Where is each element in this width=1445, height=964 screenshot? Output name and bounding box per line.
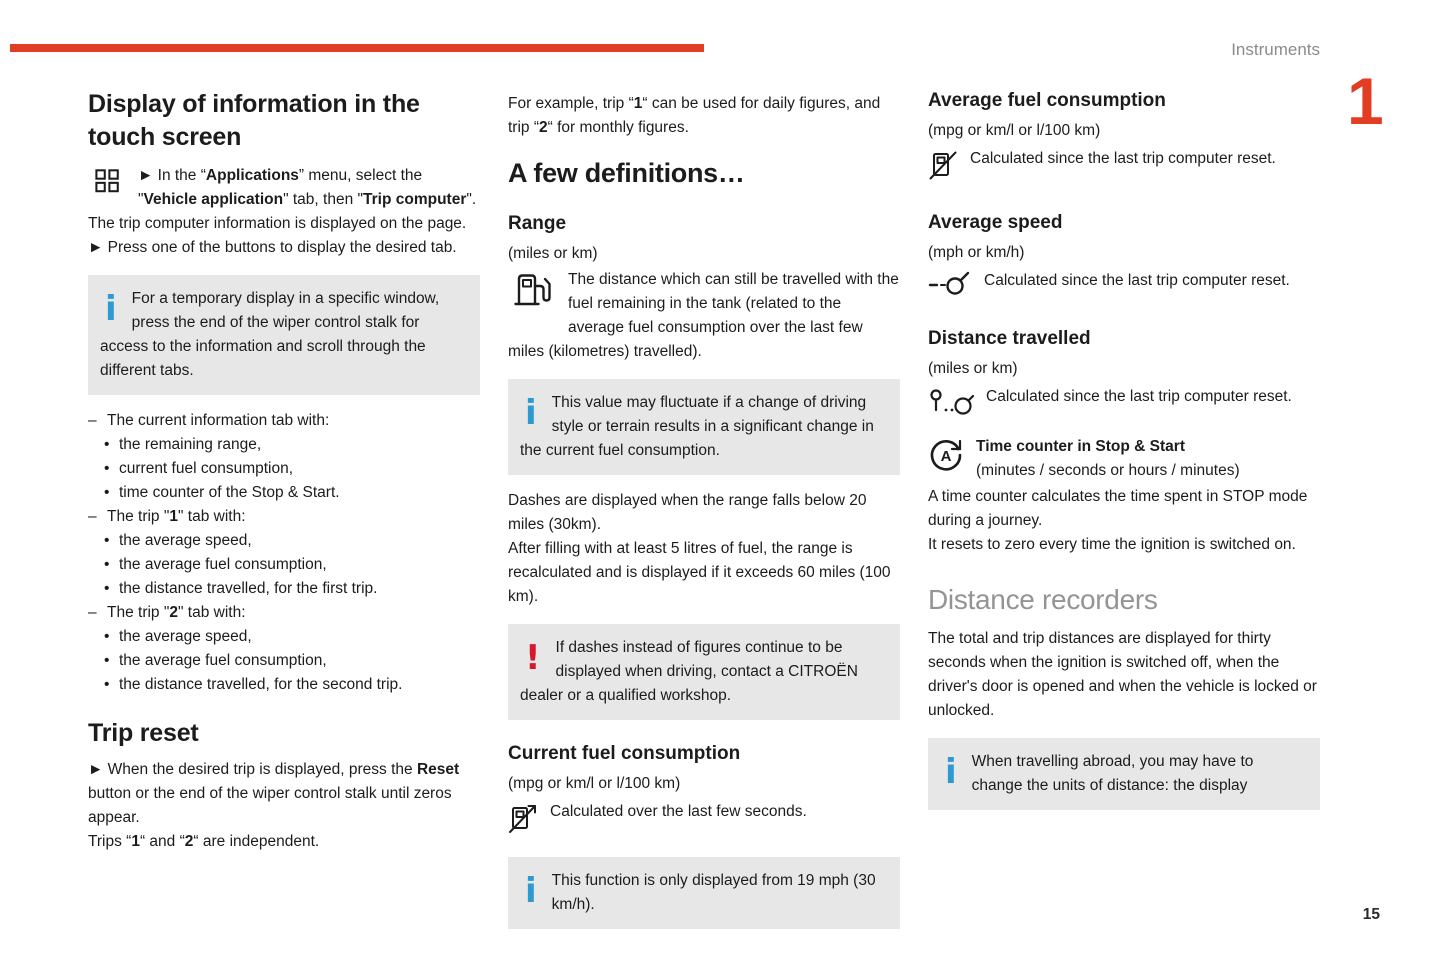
list-subitem	[88, 481, 480, 505]
trip-reset-title: Trip reset	[88, 719, 199, 747]
paragraph: For example, trip “1“ can be used for daily figures, and trip “2“ for monthly figures.	[508, 95, 881, 136]
range-heading: Range	[508, 213, 567, 234]
list-subitem	[88, 673, 480, 697]
stop-start-icon	[928, 437, 964, 481]
stop-start-subtitle: (minutes / seconds or hours / minutes)	[976, 462, 1240, 479]
page-number: 15	[1362, 906, 1380, 923]
list-subitem	[88, 457, 480, 481]
info-box-text: This function is only displayed from 19 mph (30 km/h).	[551, 872, 876, 913]
paragraph: Calculated since the last trip computer reset.	[984, 272, 1290, 289]
stop-start-text	[976, 435, 1240, 483]
list-item	[88, 601, 480, 625]
list-subitem-text: • the distance travelled, for the first trip.	[119, 580, 378, 597]
list-subitem-text: • the remaining range,	[119, 436, 262, 453]
paragraph: ► Press one of the buttons to display the desired tab.	[88, 239, 457, 256]
paragraph: Dashes are displayed when the range falls below 20 miles (30km).	[508, 492, 867, 533]
list-subitem	[88, 625, 480, 649]
paragraph: Calculated since the last trip computer reset.	[986, 388, 1292, 405]
average-speed-icon	[928, 271, 972, 305]
list-item-text: – The trip "1" tab with:	[107, 508, 246, 525]
paragraph: ► In the “Applications” menu, select the "Vehicle application" tab, then "Trip computer".	[138, 167, 477, 208]
info-box	[508, 857, 900, 929]
list-item-text: – The current information tab with:	[107, 412, 330, 429]
list-subitem-text: • time counter of the Stop & Start.	[119, 484, 340, 501]
list-subitem-text: • current fuel consumption,	[119, 460, 294, 477]
definitions-title: A few definitions…	[508, 158, 745, 188]
distance-travelled-icon	[928, 387, 974, 425]
info-icon: i	[525, 871, 537, 911]
list-subitem	[88, 433, 480, 457]
warning-box-text: If dashes instead of figures continue to be displayed when driving, contact a CITROËN dealer or a qualified workshop.	[520, 639, 858, 704]
list-subitem-text: • the average fuel consumption,	[119, 556, 327, 573]
list-subitem-text: • the average fuel consumption,	[119, 652, 327, 669]
paragraph: Trips “1“ and “2“ are independent.	[88, 833, 320, 850]
distance-travelled-heading: Distance travelled	[928, 328, 1091, 349]
list-item	[88, 505, 480, 529]
list-subitem-text: • the distance travelled, for the second trip.	[119, 676, 403, 693]
paragraph: A time counter calculates the time spent in STOP mode during a journey.	[928, 488, 1308, 529]
app-menu-instruction	[88, 164, 480, 212]
average-fuel-heading: Average fuel consumption	[928, 90, 1166, 111]
svg-text:A: A	[940, 448, 952, 465]
average-fuel-icon	[928, 149, 958, 189]
current-fuel-heading: Current fuel consumption	[508, 743, 741, 764]
average-fuel-row	[928, 147, 1320, 189]
list-subitem-text: • the average speed,	[119, 628, 252, 645]
stop-start-row	[928, 435, 1320, 483]
header-label: Instruments	[1231, 40, 1320, 59]
units-label: (miles or km)	[508, 245, 598, 262]
info-box-text: This value may fluctuate if a change of driving style or terrain results in a significant change in the current fuel consumption.	[520, 394, 874, 459]
list-subitem	[88, 529, 480, 553]
red-accent-bar	[10, 44, 704, 52]
units-label: (mpg or km/l or l/100 km)	[928, 122, 1101, 139]
units-label: (mph or km/h)	[928, 244, 1025, 261]
section-title: Display of information in the touch screen	[88, 90, 420, 151]
units-label: (mpg or km/l or l/100 km)	[508, 775, 681, 792]
info-box-text: When travelling abroad, you may have to change the units of distance: the display	[971, 753, 1254, 794]
paragraph: The trip computer information is displayed on the page.	[88, 215, 467, 232]
paragraph: Calculated since the last trip computer reset.	[970, 150, 1276, 167]
average-speed-heading: Average speed	[928, 212, 1063, 233]
info-box	[88, 275, 480, 395]
info-icon: i	[945, 752, 957, 792]
list-subitem-text: • the average speed,	[119, 532, 252, 549]
list-subitem	[88, 553, 480, 577]
current-fuel-icon	[508, 802, 538, 842]
applications-grid-icon	[94, 168, 122, 202]
units-label: (miles or km)	[928, 360, 1018, 377]
column-right	[928, 88, 1320, 824]
info-icon: i	[525, 393, 537, 433]
distance-travelled-row	[928, 385, 1320, 425]
paragraph: After filling with at least 5 litres of fuel, the range is recalculated and is displayed if it exceeds 60 miles (100 km).	[508, 540, 891, 605]
column-left	[88, 88, 480, 854]
warning-icon: !	[525, 638, 541, 678]
info-box	[508, 379, 900, 475]
info-icon: i	[105, 289, 117, 329]
warning-box	[508, 624, 900, 720]
current-fuel-row	[508, 800, 900, 842]
chapter-number: 1	[1347, 64, 1382, 138]
list-item	[88, 409, 480, 433]
paragraph: The distance which can still be travelled with the fuel remaining in the tank (related to the average fuel consumption over the last few miles (kilometres) travelled).	[508, 271, 899, 360]
paragraph: It resets to zero every time the ignition is switched on.	[928, 536, 1296, 553]
average-speed-row	[928, 269, 1320, 305]
list-subitem	[88, 649, 480, 673]
column-middle	[508, 92, 900, 943]
paragraph: The total and trip distances are displayed for thirty seconds when the ignition is switched off, when the driver's door is opened and when the vehicle is locked or unlocked.	[928, 630, 1317, 719]
paragraph: Calculated over the last few seconds.	[550, 803, 807, 820]
list-subitem	[88, 577, 480, 601]
info-box-text: For a temporary display in a specific window, press the end of the wiper control stalk for access to the information and scroll through the different tabs.	[100, 290, 440, 379]
fuel-range-icon	[512, 271, 554, 317]
paragraph: ► When the desired trip is displayed, press the Reset button or the end of the wiper control stalk until zeros appear.	[88, 761, 460, 826]
info-box	[928, 738, 1320, 810]
distance-recorders-title: Distance recorders	[928, 584, 1158, 615]
stop-start-title: Time counter in Stop & Start	[976, 438, 1185, 455]
list-item-text: – The trip "2" tab with:	[107, 604, 246, 621]
tabs-list	[88, 409, 480, 697]
range-description	[508, 268, 900, 364]
